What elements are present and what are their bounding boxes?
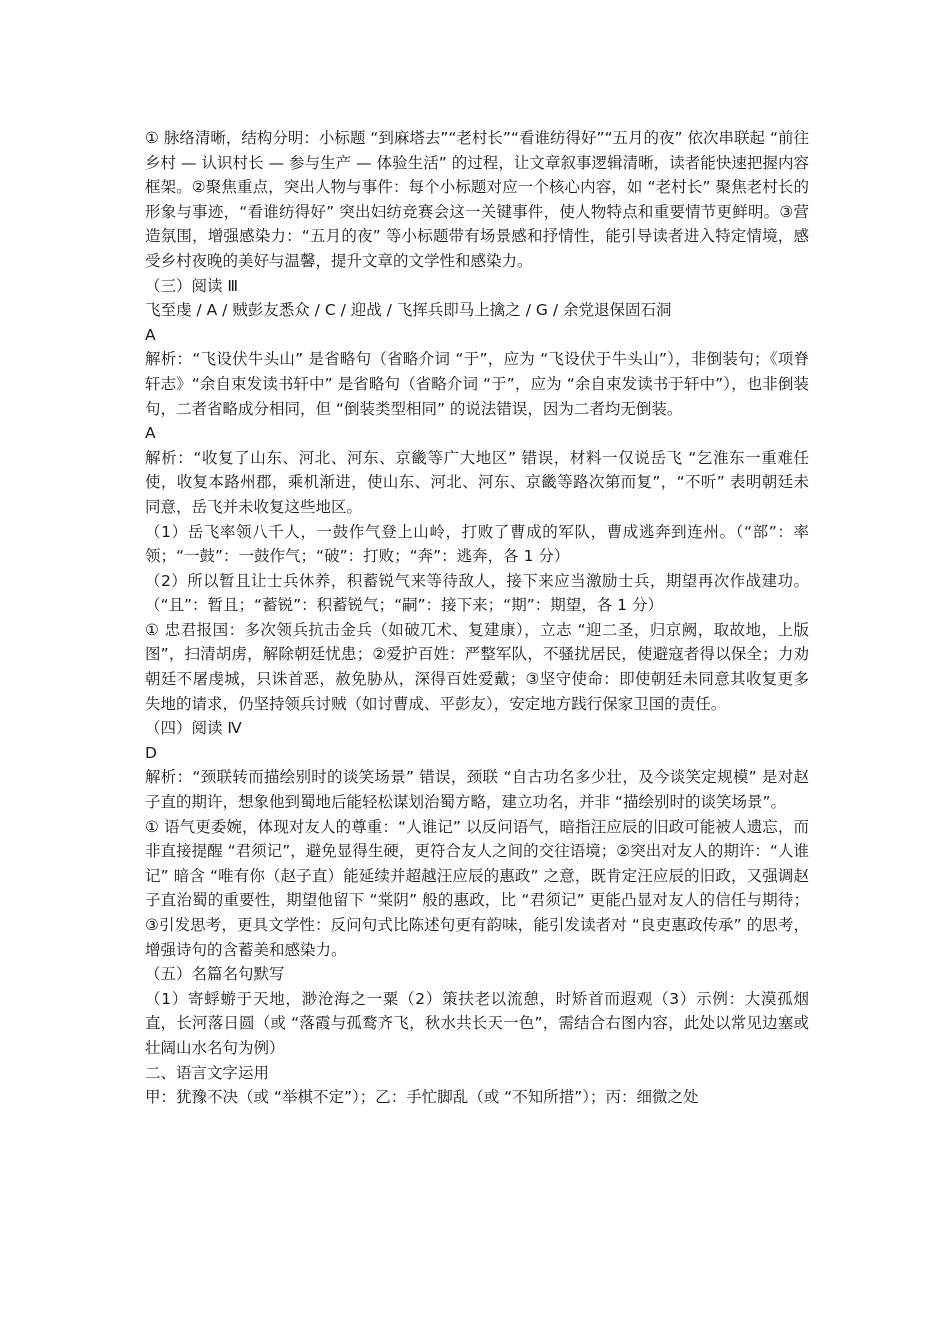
dictation-answers: （1）寄蜉蝣于天地，渺沧海之一粟（2）策扶老以流憩，时矫首而遐观（3）示例：大漠孤烟直，长河落日圆（或 “落霞与孤鹜齐飞，秋水共长天一色”，需结合右图内容，此处以常见边塞或壮阔山水名句为例） bbox=[145, 989, 809, 1057]
translation-answer-2: （2）所以暂且让士兵休养，积蓄锐气来等待敌人，接下来应当激励士兵，期望再次作战建功。（“且”：暂且；“蓄锐”：积蓄锐气；“嗣”：接下来；“期”：期望，各 1 分） bbox=[145, 571, 809, 615]
character-analysis: ① 忠君报国：多次领兵抗击金兵（如破兀术、复建康），立志 “迎二圣，归京阙，取故地，上版图”，扫清胡虏，解除朝廷忧患；②爱护百姓：严整军队，不骚扰居民，使避寇者得以保全；力劝朝廷不屠虔城，只诛首恶，赦免胁从，深得百姓爱戴；③坚守使命：即使朝廷未同意其收复更多失地的请求，仍坚持领兵讨贼（如讨曹成、平彭友），安定地方践行保家卫国的责任。 bbox=[145, 620, 809, 713]
paragraph-subtitle-analysis: ① 脉络清晰，结构分明：小标题 “到麻塔去”“老村长”“看谁纺得好”“五月的夜” 依次串联起 “前往乡村 — 认识村长 — 参与生产 — 体验生活” 的过程，让文章叙事逻辑清晰，读者能快速把握内容框架。②聚焦重点，突出人物与事件：每个小标题对应一个核心内容，如 “老村长” 聚焦老村长的形象与事迹，“看谁纺得好” 突出妇纺竞赛会这一关键事件，使人物特点和重要情节更鲜明。③营造氛围，增强感染力：“五月的夜” 等小标题带有场景感和抒情性，能引导读者进入特定情境，感受乡村夜晚的美好与温馨，提升文章的文学性和感染力。 bbox=[145, 129, 809, 270]
answer-sentence-breaks: 飞至虔 / A / 贼彭友悉众 / C / 迎战 / 飞挥兵即马上擒之 / G / 余党退保固石洞 bbox=[145, 301, 672, 320]
poem-appreciation: ① 语气更委婉，体现对友人的尊重：“人谁记” 以反问语气，暗指汪应辰的旧政可能被人遗忘，而非直接提醒 “君须记”，避免显得生硬，更符合友人之间的交往语境；②突出对友人的期许：“人谁记” 暗含 “唯有你（赵子直）能延续并超越汪应辰的惠政” 之意，既肯定汪应辰的旧政，又强调赵子直治蜀的重要性，期望他留下 “棠阴” 般的惠政，比 “君须记” 更能凸显对友人的信任与期待；③引发思考，更具文学性：反问句式比陈述句更有韵味，能引发读者对 “良吏惠政传承” 的思考，增强诗句的含蓄美和感染力。 bbox=[145, 817, 809, 959]
section-heading-dictation: （五）名篇名句默写 bbox=[145, 965, 285, 984]
answer-choice: A bbox=[145, 325, 156, 344]
answer-choice: D bbox=[145, 743, 157, 762]
translation-answer-1: （1）岳飞率领八千人，一鼓作气登上山岭，打败了曹成的军队，曹成逃奔到连州。（“部”：率领；“一鼓”：一鼓作气；“破”：打败；“奔”：逃奔，各 1 分） bbox=[145, 522, 809, 566]
document-page bbox=[145, 126, 809, 1110]
analysis-paragraph: 解析：“颈联转而描绘别时的谈笑场景” 错误，颈联 “自古功名多少壮，及今谈笑定规模” 是对赵子直的期许，想象他到蜀地后能轻松谋划治蜀方略，建立功名，并非 “描绘别时的谈笑场景”。 bbox=[145, 768, 809, 812]
analysis-paragraph: 解析：“收复了山东、河北、河东、京畿等广大地区” 错误，材料一仅说岳飞 “乞淮东一重难任使，收复本路州郡，乘机渐进，使山东、河北、河东、京畿等路次第而复”，“不听” 表明朝廷未同意，岳飞并未收复这些地区。 bbox=[145, 448, 809, 516]
section-heading-language-use: 二、语言文字运用 bbox=[145, 1063, 270, 1082]
answer-choice: A bbox=[145, 424, 156, 443]
language-use-answers: 甲：犹豫不决（或 “举棋不定”）；乙：手忙脚乱（或 “不知所措”）；丙：细微之处 bbox=[145, 1088, 699, 1107]
section-heading-reading-3: （三）阅读 Ⅲ bbox=[145, 276, 239, 295]
section-heading-reading-4: （四）阅读 Ⅳ bbox=[145, 719, 242, 738]
analysis-paragraph: 解析：“飞设伏牛头山” 是省略句（省略介词 “于”，应为 “飞设伏于牛头山”），非倒装句；《项脊轩志》“余自束发读书轩中” 是省略句（省略介词 “于”，应为 “余自束发读书于轩中”），也非倒装句，二者省略成分相同，但 “倒装类型相同” 的说法错误，因为二者均无倒装。 bbox=[145, 350, 809, 418]
